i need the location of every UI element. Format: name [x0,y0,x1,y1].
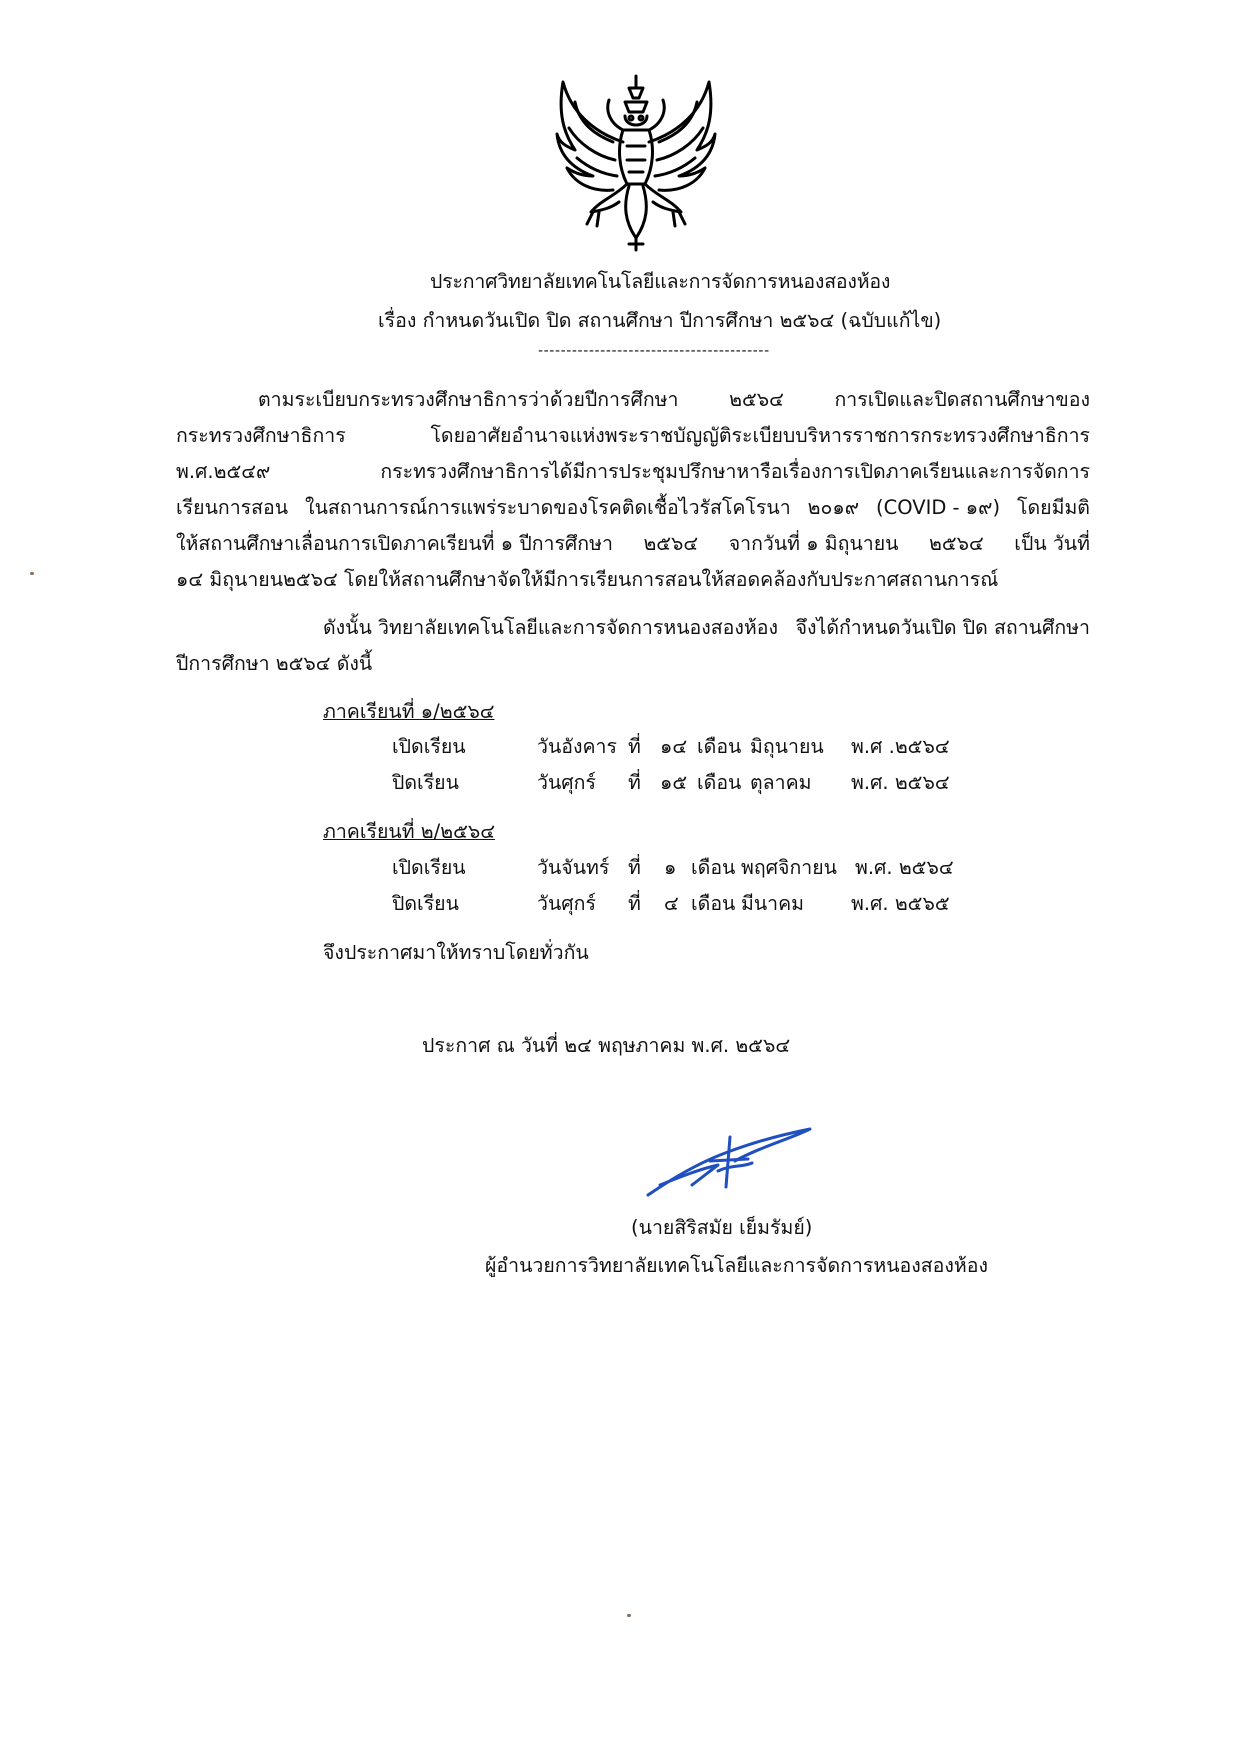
text-segment: โดยมีมติ [1017,496,1090,519]
semester-2-close-day: วันศุกร์ [537,892,596,915]
text-segment: ให้สถานศึกษาเลื่อนการเปิดภาคเรียนที่ ๑ ปีการศึกษา [176,532,613,555]
text-segment: ตามระเบียบกระทรวงศึกษาธิการว่าด้วยปีการศึกษา [258,388,679,411]
semester-1-open-month: มิถุนายน [750,735,824,758]
scan-speck [627,1614,631,1617]
semester-2-close-date: ๔ [664,892,679,915]
scan-speck [30,572,34,575]
text-segment: ๒๐๑๙ [807,496,860,519]
semester-1-close-era: พ.ศ. ๒๕๖๔ [851,771,950,794]
semester-2-open-ti: ที่ [628,856,641,879]
text-segment: กระทรวงศึกษาธิการได้มีการประชุมปรึกษาหารือเรื่องการเปิดภาคเรียนและการจัดการ [380,460,1090,483]
closing-statement: จึงประกาศมาให้ทราบโดยทั่วกัน [323,941,589,964]
semester-1-open-ti: ที่ [628,735,641,758]
text-segment: ๒๕๖๔ [643,532,699,555]
announcement-title: ประกาศวิทยาลัยเทคโนโลยีและการจัดการหนองสองห้อง [430,270,891,293]
semester-1-close-date: ๑๕ [660,771,688,794]
semester-2-open-label: เปิดเรียน [392,856,466,879]
text-segment: จึงได้กำหนดวันเปิด ปิด สถานศึกษา [795,616,1090,639]
semester-1-close-label: ปิดเรียน [392,771,459,794]
semester-1-open-date: ๑๔ [660,735,688,758]
text-segment: พ.ศ.๒๕๔๙ [176,460,271,483]
paragraph-1-line-1 [258,384,1090,415]
semester-1-open-era: พ.ศ .๒๕๖๔ [851,735,950,758]
semester-1-open-label: เปิดเรียน [392,735,466,758]
title-separator: ----------------------------------------- [538,343,770,359]
garuda-emblem-icon [553,72,719,252]
semester-2-close-month-word: เดือน [691,892,736,915]
paragraph-2-line-2: ปีการศึกษา ๒๕๖๔ ดังนี้ [176,652,373,675]
semester-2-open-day: วันจันทร์ [537,856,610,879]
semester-2-close-ti: ที่ [628,892,641,915]
semester-2-close-era: พ.ศ. ๒๕๖๕ [851,892,950,915]
semester-2-open-month-word: เดือน [691,856,736,879]
paragraph-1-line-4 [176,492,1090,523]
paragraph-1-line-5 [176,528,1090,559]
paragraph-1-line-3 [176,456,1090,487]
semester-2-open-date: ๑ [664,856,677,879]
paragraph-1-line-2 [176,420,1090,451]
text-segment: การเปิดและปิดสถานศึกษาของ [834,388,1090,411]
signer-position: ผู้อำนวยการวิทยาลัยเทคโนโลยีและการจัดการหนองสองห้อง [485,1254,988,1277]
signature-icon [640,1125,820,1200]
semester-1-close-day: วันศุกร์ [537,771,596,794]
announcement-date: ประกาศ ณ วันที่ ๒๔ พฤษภาคม พ.ศ. ๒๕๖๔ [422,1034,791,1057]
semester-1-heading: ภาคเรียนที่ ๑/๒๕๖๔ [323,700,495,723]
text-segment: เรียนการสอน [176,496,289,519]
text-segment: โดยอาศัยอำนาจแห่งพระราชบัญญัติระเบียบบริหารราชการกระทรวงศึกษาธิการ [430,424,1090,447]
signer-name: (นายสิริสมัย เย็มรัมย์) [631,1216,813,1239]
text-segment: กระทรวงศึกษาธิการ [176,424,346,447]
semester-2-heading: ภาคเรียนที่ ๒/๒๕๖๔ [323,820,495,843]
semester-2-open-era: พ.ศ. ๒๕๖๔ [855,856,954,879]
text-segment: (COVID - ๑๙) [876,496,1001,519]
semester-2-close-label: ปิดเรียน [392,892,459,915]
semester-2-open-month: พฤศจิกายน [741,856,837,879]
semester-1-open-month-word: เดือน [697,735,742,758]
semester-2-close-month: มีนาคม [741,892,805,915]
text-segment: เป็น วันที่ [1014,532,1090,555]
text-segment: ในสถานการณ์การแพร่ระบาดของโรคติดเชื้อไวรัสโคโรนา [305,496,791,519]
semester-1-open-day: วันอังคาร [537,735,617,758]
text-segment: ๒๕๖๔ [929,532,984,555]
semester-1-close-month: ตุลาคม [750,771,812,794]
text-segment: จากวันที่ ๑ มิถุนายน [728,532,899,555]
paragraph-1-line-6: ๑๔ มิถุนายน๒๕๖๔ โดยให้สถานศึกษาจัดให้มีการเรียนการสอนให้สอดคล้องกับประกาศสถานการณ์ [176,568,999,591]
semester-1-close-ti: ที่ [628,771,641,794]
text-segment: ดังนั้น วิทยาลัยเทคโนโลยีและการจัดการหนองสองห้อง [323,616,778,639]
semester-1-close-month-word: เดือน [697,771,742,794]
paragraph-2-line-1 [323,612,1090,643]
text-segment: ๒๕๖๔ [729,388,784,411]
announcement-subject: เรื่อง กำหนดวันเปิด ปิด สถานศึกษา ปีการศึกษา ๒๕๖๔ (ฉบับแก้ไข) [378,309,942,332]
